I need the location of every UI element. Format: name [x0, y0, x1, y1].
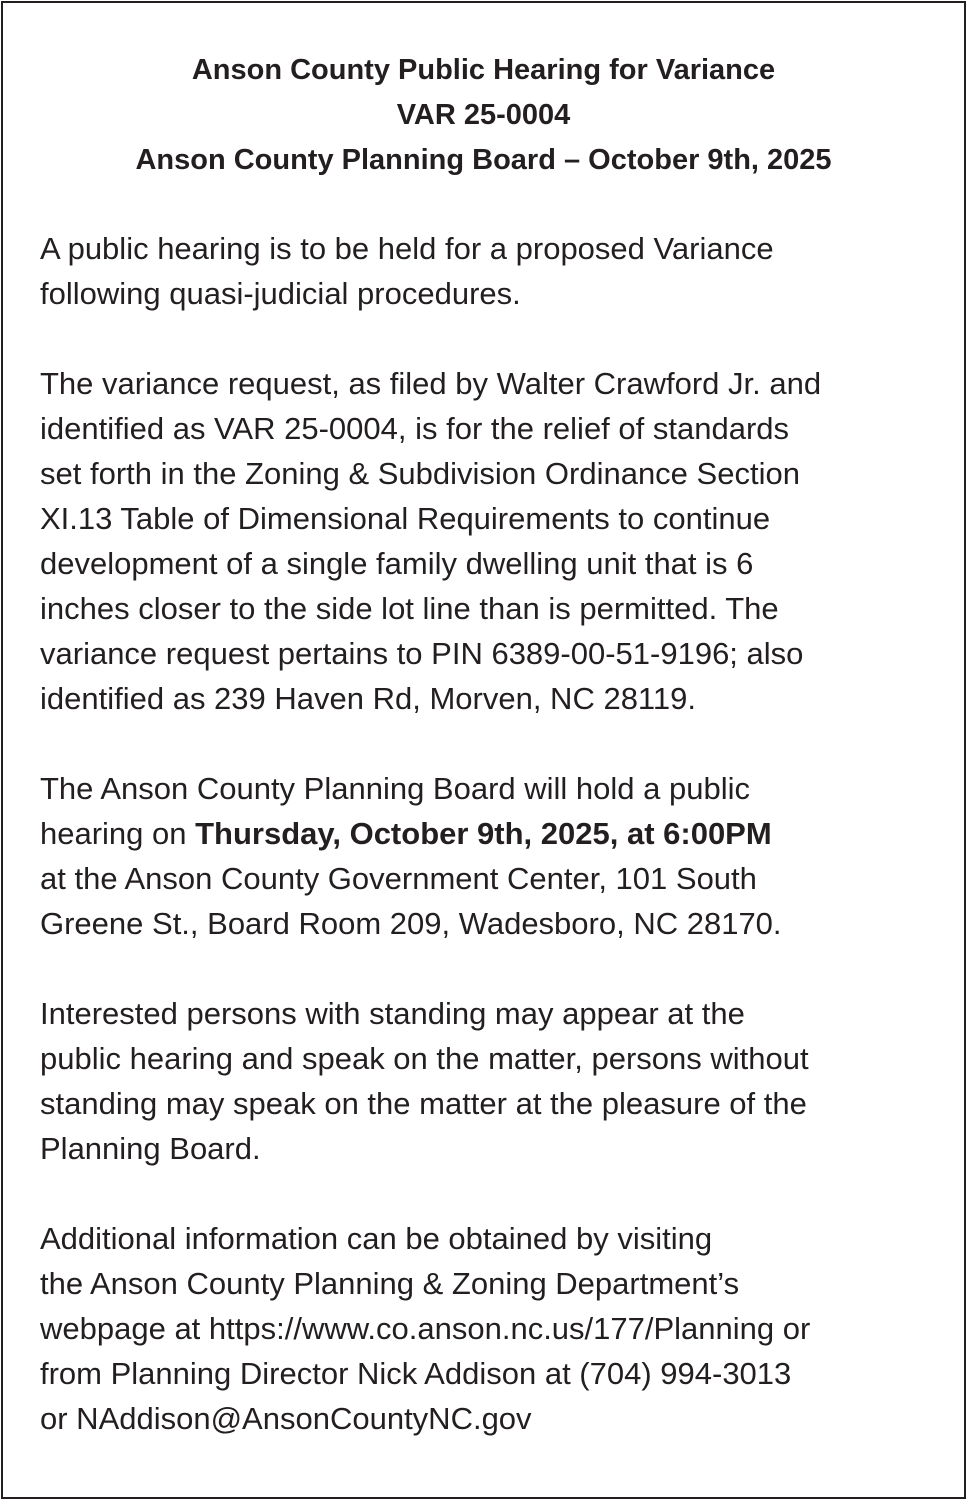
- hearing-date-time: Thursday, October 9th, 2025, at 6:00PM: [195, 816, 772, 851]
- text-line: Planning Board.: [40, 1131, 261, 1166]
- text-line: or NAddison@AnsonCountyNC.gov: [40, 1401, 532, 1436]
- text-line: XI.13 Table of Dimensional Requirements to continue: [40, 501, 771, 536]
- paragraph-variance-request: [40, 361, 821, 721]
- text-span: hearing on: [40, 816, 196, 851]
- text-line: A public hearing is to be held for a proposed Variance: [40, 231, 774, 266]
- paragraph-hearing-details: [40, 766, 821, 946]
- text-line: variance request pertains to PIN 6389-00-51-9196; also: [40, 636, 804, 671]
- paragraph-standing: [40, 991, 821, 1171]
- title-line: Anson County Public Hearing for Variance: [191, 54, 776, 86]
- case-number: VAR 25-0004: [396, 99, 571, 131]
- text-line: public hearing and speak on the matter, persons without: [40, 1041, 809, 1076]
- text-line: identified as 239 Haven Rd, Morven, NC 28119.: [40, 681, 696, 716]
- text-line: identified as VAR 25-0004, is for the relief of standards: [40, 411, 790, 446]
- text-line: webpage at https://www.co.anson.nc.us/177/Planning or: [40, 1311, 811, 1346]
- text-line: Greene St., Board Room 209, Wadesboro, NC 28170.: [40, 906, 782, 941]
- text-line: development of a single family dwelling unit that is 6: [40, 546, 754, 581]
- text-line: Additional information can be obtained by visiting: [40, 1221, 713, 1256]
- paragraph-intro: [40, 226, 821, 316]
- text-line: [40, 811, 821, 856]
- text-line: following quasi-judicial procedures.: [40, 276, 521, 311]
- text-line: from Planning Director Nick Addison at (704) 994-3013: [40, 1356, 792, 1391]
- text-line: The variance request, as filed by Walter Crawford Jr. and: [40, 366, 822, 401]
- text-line: inches closer to the side lot line than is permitted. The: [40, 591, 779, 626]
- title-board-date: Anson County Planning Board – October 9th, 2025: [135, 144, 832, 176]
- text-line: Interested persons with standing may appear at the: [40, 996, 745, 1031]
- text-line: standing may speak on the matter at the pleasure of the: [40, 1086, 807, 1121]
- text-line: set forth in the Zoning & Subdivision Ordinance Section: [40, 456, 800, 491]
- text-line: the Anson County Planning & Zoning Department’s: [40, 1266, 740, 1301]
- text-line: The Anson County Planning Board will hold a public: [40, 771, 751, 806]
- notice-title: [0, 48, 967, 183]
- paragraph-contact-info: [40, 1216, 821, 1441]
- text-line: at the Anson County Government Center, 101 South: [40, 861, 757, 896]
- notice-body: [40, 226, 821, 1486]
